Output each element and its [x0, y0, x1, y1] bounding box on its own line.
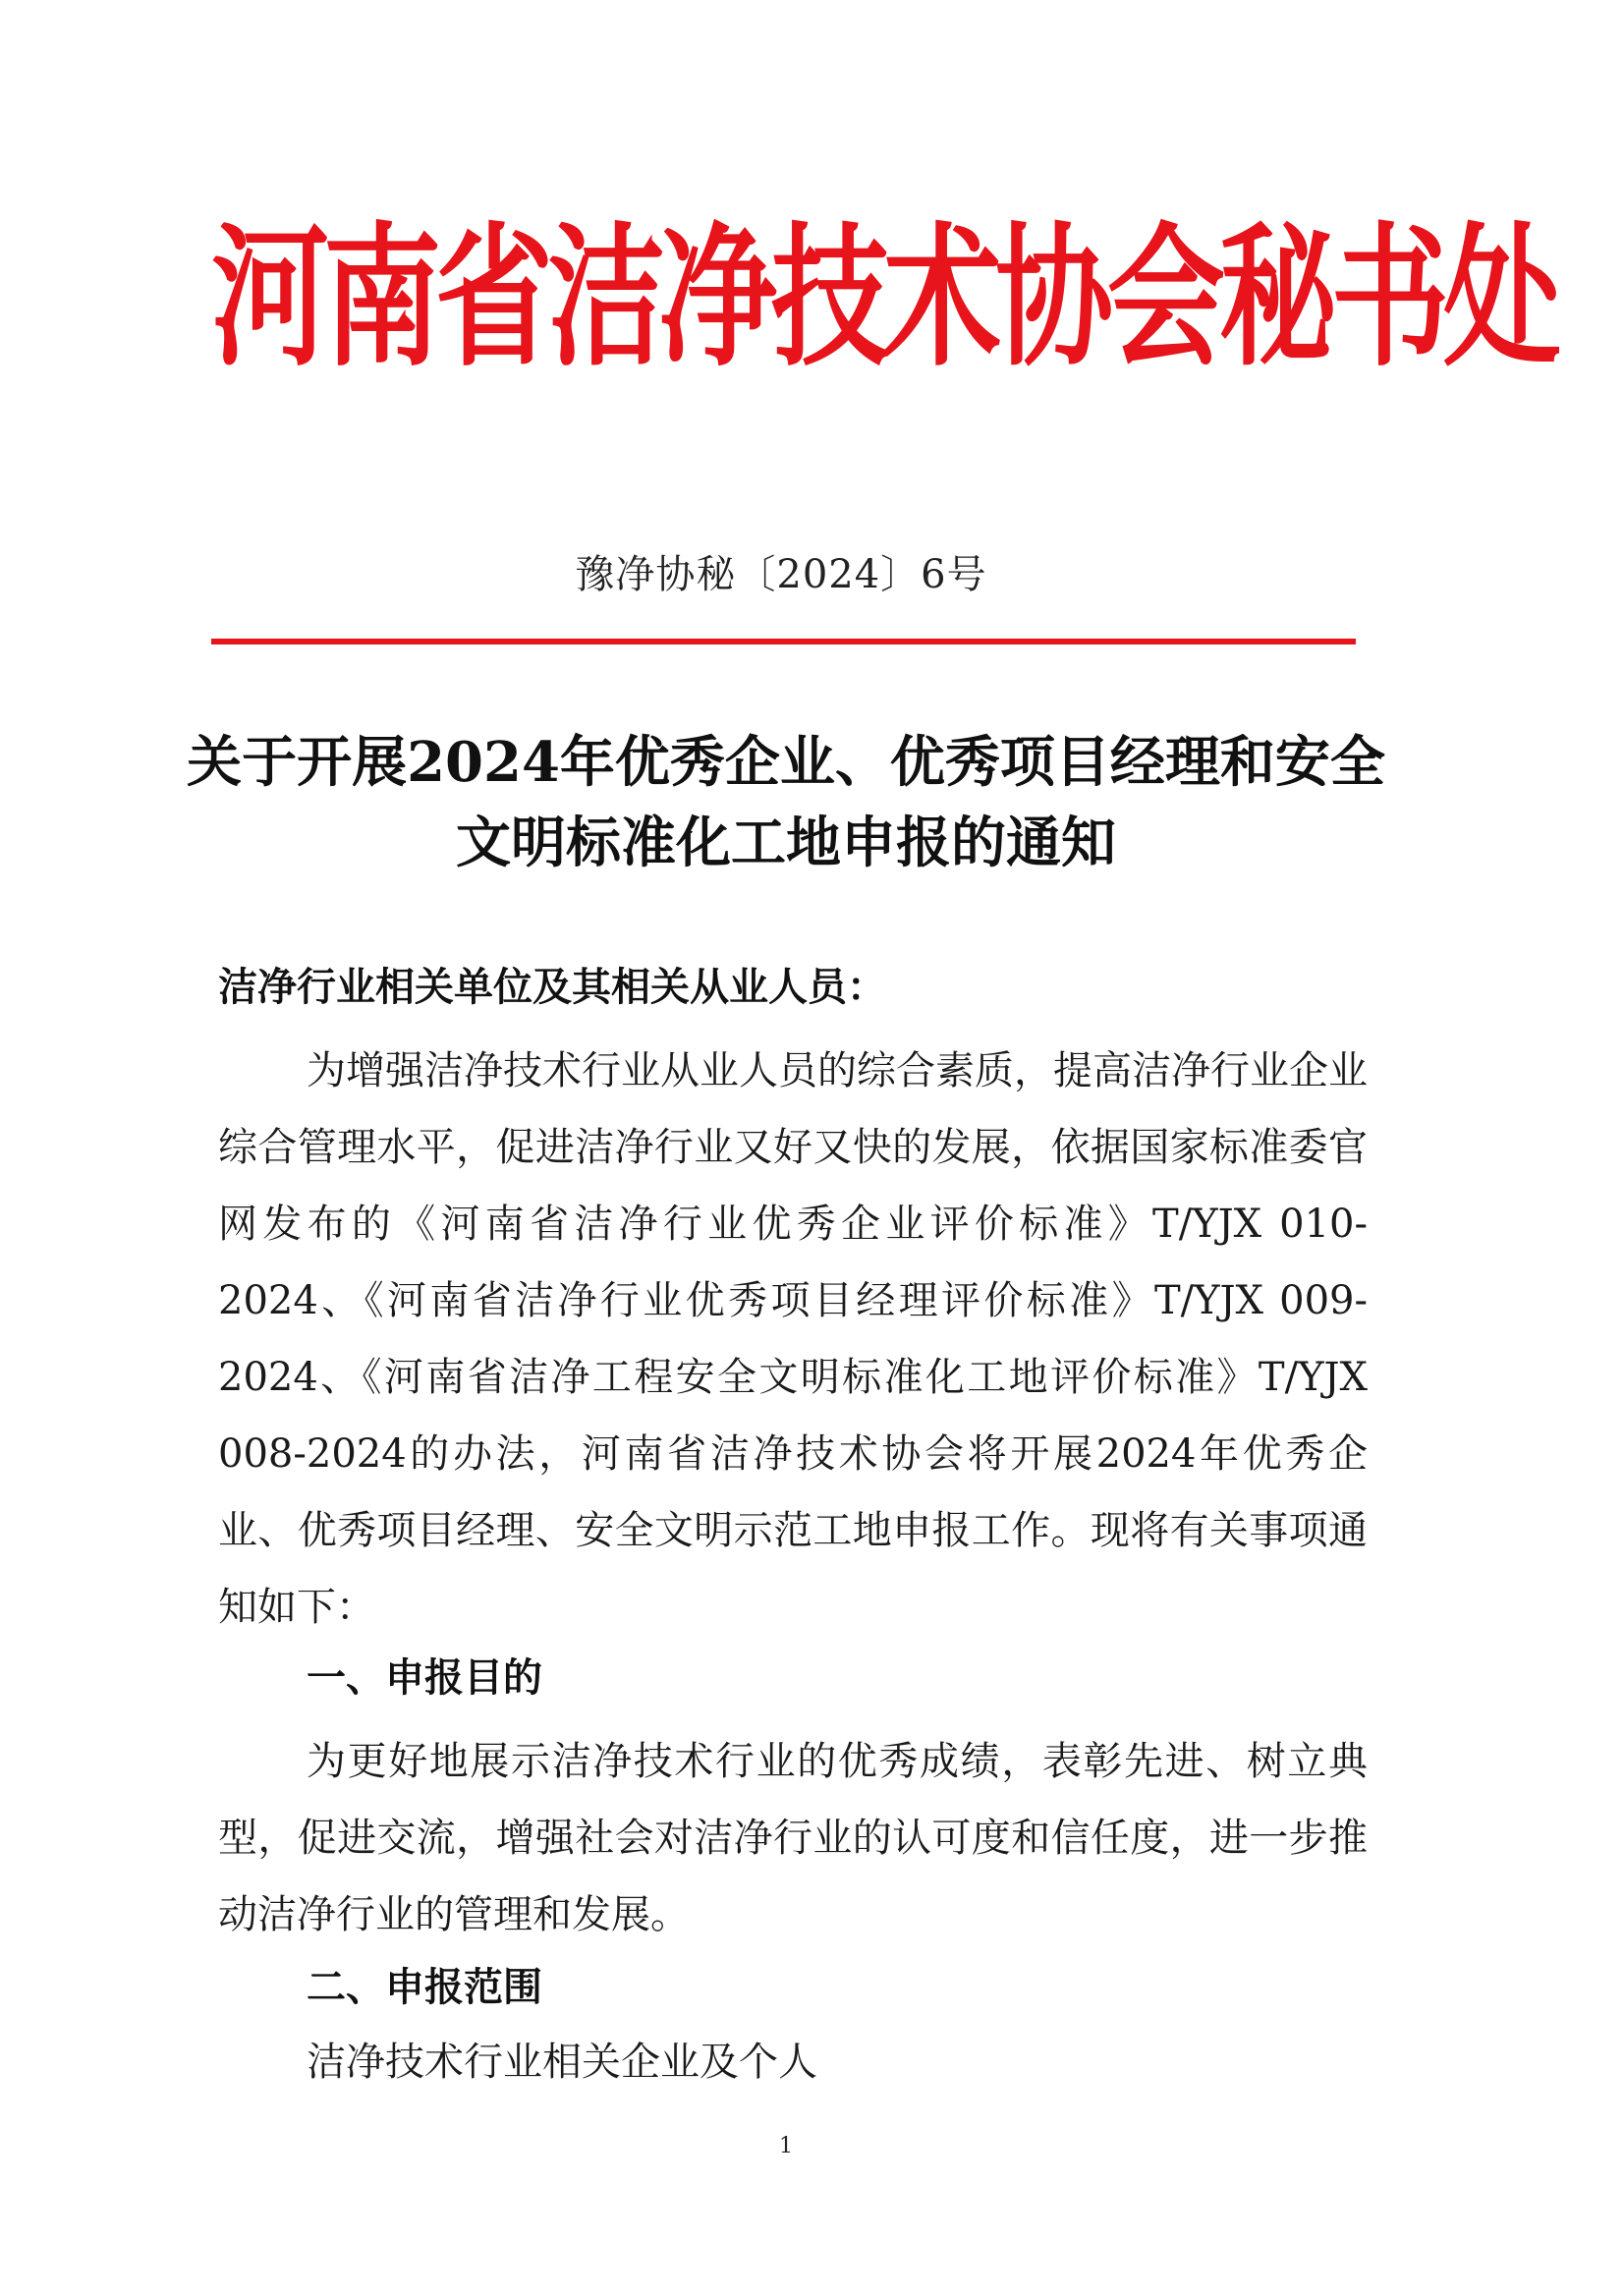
document-number: 豫净协秘〔2024〕6号 [575, 552, 987, 597]
section-body-purpose: 为更好地展示洁净技术行业的优秀成绩，表彰先进、树立典型，促进交流，增强社会对洁净行业的认可度和信任度，进一步推动洁净行业的管理和发展。 [218, 1739, 1368, 1937]
section-body-scope: 洁净技术行业相关企业及个人 [307, 2040, 817, 2085]
page-number: 1 [779, 2134, 793, 2158]
issuing-organization-title: 河南省洁净技术协会秘书处 [211, 210, 1555, 388]
notice-title: 关于开展2024年优秀企业、优秀项目经理和安全文明标准化工地申报的通知 [187, 730, 1385, 875]
intro-paragraph: 为增强洁净技术行业从业人员的综合素质，提高洁净行业企业综合管理水平，促进洁净行业又好又快的发展，依据国家标准委官网发布的《河南省洁净行业优秀企业评价标准》T/YJX 010-2024、《河南省洁净行业优秀项目经理评价标准》T/YJX 009-2024、《河南省洁净工程安全文明标准化工地评价标准》T/YJX 008-2024的办法，河南省洁净技术协会将开展2024年优秀企业、优秀项目经理、安全文明示范工地申报工作。现将有关事项通知如下： [218, 1048, 1368, 1630]
red-divider-line [211, 639, 1356, 644]
section-heading-purpose: 一、申报目的 [307, 1655, 542, 1701]
section-heading-scope: 二、申报范围 [307, 1965, 542, 2010]
salutation: 洁净行业相关单位及其相关从业人员： [218, 965, 886, 1010]
